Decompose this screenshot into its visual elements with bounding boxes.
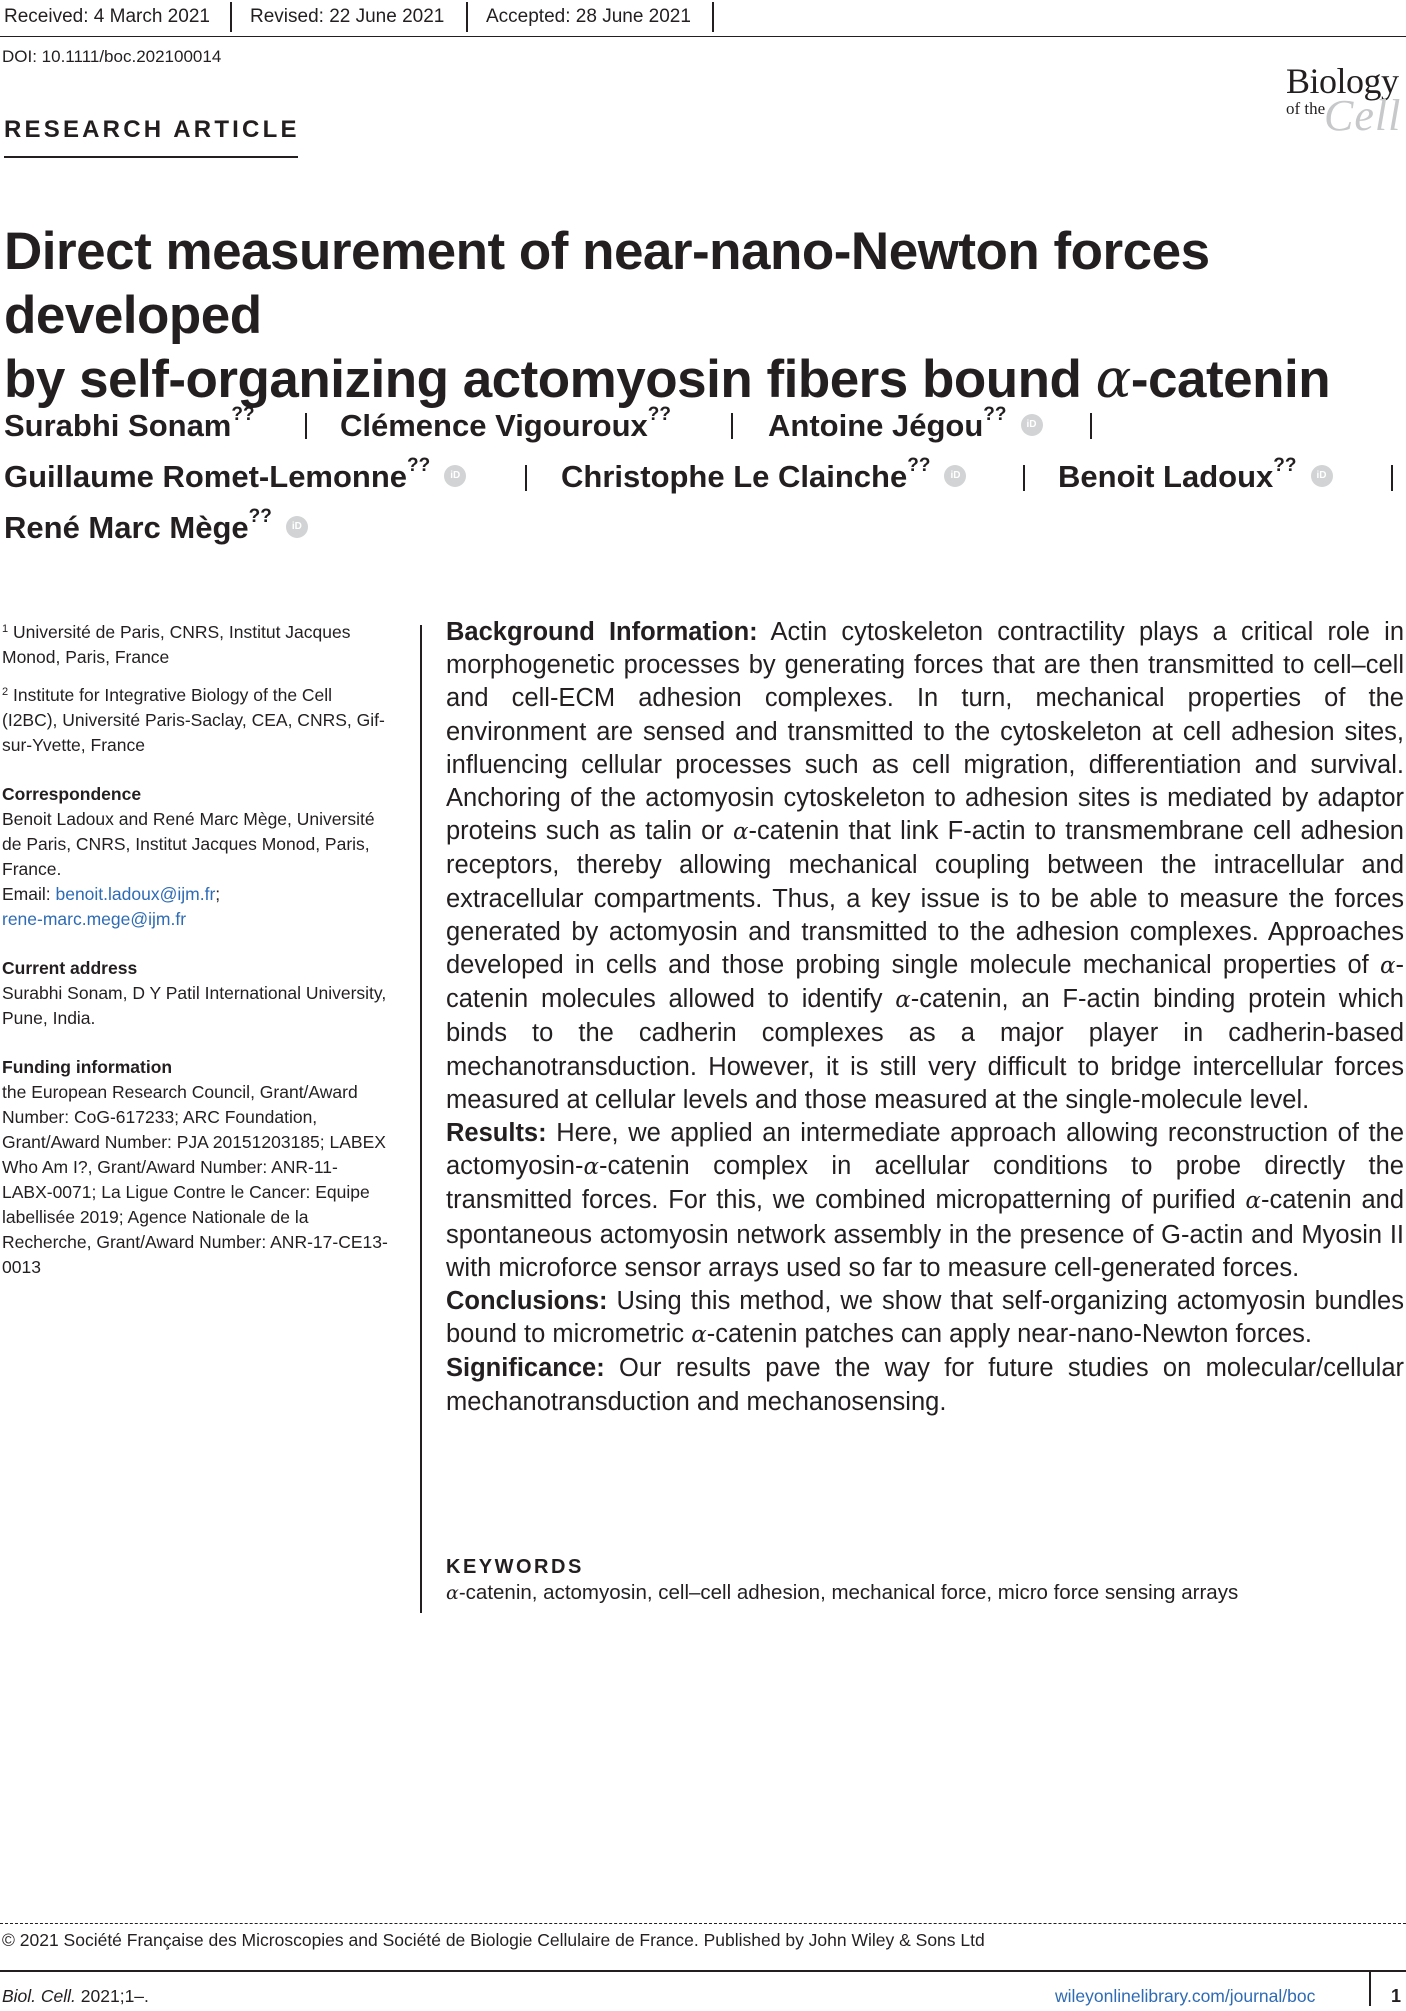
- history-divider: [230, 2, 232, 32]
- article-title: [4, 220, 1404, 412]
- correspondence-section: [2, 782, 388, 932]
- affiliation-text: Institute for Integrative Biology of the Cell (I2BC), Université Paris-Saclay, CEA, CNRS, Gif-sur-Yvette, France: [2, 685, 385, 755]
- keywords-text: -catenin, actomyosin, cell–cell adhesion, mechanical force, micro force sensing arrays: [458, 1581, 1239, 1604]
- background-text: Actin cytoskeleton contractility plays a critical role in morphogenetic processes by generating forces that are then transmitted to cell–cell and cell-ECM adhesion complexes. In turn, mechanical properties of the environment are sensed and transmitted to the cytoskeleton at cell adhesion sites, influencing cellular processes such as cell migration, differentiation and survival. Anchoring of the actomyosin cytoskeleton to adhesion sites is mediated by adaptor proteins such as talin or: [446, 618, 1404, 846]
- author-clemence-vigouroux[interactable]: [340, 404, 672, 444]
- affiliation-number: 1: [2, 623, 9, 635]
- author-name: René Marc Mège: [4, 510, 249, 545]
- journal-website-link[interactable]: wileyonlinelibrary.com/journal/boc: [1055, 1986, 1316, 2006]
- logo-word-cell: Cell: [1324, 91, 1402, 140]
- greek-alpha: α: [1095, 349, 1131, 410]
- background-text: -catenin, an F-actin binding protein which binds to the cadherin complexes as a major player in cadherin-based mechanotransduction. However, it is still very difficult to bridge intercellular forces measured at cellular levels and those measured at the single-molecule level.: [446, 985, 1404, 1114]
- conclusions-text: Using this method, we show that self-organizing actomyosin bundles bound to micrometric: [446, 1287, 1404, 1349]
- author-separator: [525, 465, 527, 491]
- revised-date: Revised: 22 June 2021: [250, 6, 445, 27]
- abstract-significance: [446, 1352, 1404, 1418]
- greek-alpha: α: [732, 819, 749, 846]
- author-rene-marc-mege[interactable]: [4, 506, 308, 546]
- orcid-icon[interactable]: iD: [944, 465, 966, 487]
- received-date: Received: 4 March 2021: [4, 6, 210, 27]
- background-text: -catenin molecules allowed to identify: [446, 951, 1404, 1014]
- title-line-2: [4, 348, 1404, 412]
- author-marker: ??: [231, 404, 255, 425]
- logo-word-of-the: of the: [1286, 99, 1326, 118]
- abstract: [446, 616, 1404, 1419]
- author-name: Benoit Ladoux: [1058, 459, 1274, 494]
- affiliation-1: [2, 620, 388, 670]
- author-surabhi-sonam[interactable]: [4, 404, 255, 444]
- author-separator: [1391, 465, 1393, 491]
- author-marker: ??: [407, 455, 431, 476]
- journal-abbrev: Biol. Cell.: [2, 1986, 76, 2006]
- email-label: Email:: [2, 884, 56, 904]
- author-name: Christophe Le Clainche: [561, 459, 908, 494]
- author-christophe-le-clainche[interactable]: [561, 455, 966, 495]
- current-address-text: Surabhi Sonam, D Y Patil International University, Pune, India.: [2, 983, 387, 1028]
- email-separator: ;: [215, 884, 221, 904]
- greek-alpha: α: [446, 1582, 459, 1604]
- article-type: RESEARCH ARTICLE: [4, 116, 300, 143]
- results-text: -catenin and spontaneous actomyosin network assembly in the presence of G-actin and Myosin II with microforce sensor arrays used so far to measure cell-generated forces.: [446, 1186, 1405, 1282]
- conclusions-text: -catenin patches can apply near-nano-Newton forces.: [706, 1320, 1312, 1349]
- history-divider: [712, 2, 714, 32]
- email-link-ladoux[interactable]: benoit.ladoux@ijm.fr: [55, 884, 216, 904]
- journal-logo: [1268, 60, 1406, 140]
- column-divider: [420, 625, 422, 1613]
- abstract-conclusions: [446, 1285, 1404, 1352]
- title-line-2-suffix: -catenin: [1130, 350, 1331, 409]
- citation-text: 2021;1–.: [75, 1986, 149, 2006]
- funding-heading: Funding information: [2, 1057, 173, 1077]
- correspondence-heading: Correspondence: [2, 784, 142, 804]
- funding-text: the European Research Council, Grant/Award Number: CoG-617233; ARC Foundation, Grant/Award Number: PJA 20151203185; LABEX Who Am I?, Grant/Award Number: ANR-11-LABX-0071; La Ligue Contre le Cancer: Equipe labellisée 2019; Agence Nationale de la Recherche, Grant/Award Number: ANR-17-CE13-0013: [2, 1082, 388, 1277]
- conclusions-label: Conclusions:: [446, 1287, 608, 1316]
- orcid-icon[interactable]: iD: [286, 516, 308, 538]
- current-address-heading: Current address: [2, 958, 138, 978]
- page-number-divider: [1369, 1972, 1371, 2006]
- results-text: Here, we applied an intermediate approach allowing reconstruction of the actomyosin-: [446, 1119, 1404, 1181]
- background-label: Background Information:: [446, 618, 758, 646]
- current-address-section: [2, 956, 388, 1031]
- author-name: Clémence Vigouroux: [340, 408, 648, 443]
- author-benoit-ladoux[interactable]: [1058, 455, 1333, 495]
- affiliation-number: 2: [2, 686, 9, 698]
- greek-alpha: α: [895, 987, 911, 1014]
- keywords-heading: KEYWORDS: [446, 1556, 584, 1578]
- significance-label: Significance:: [446, 1354, 605, 1383]
- author-marker: ??: [248, 506, 272, 527]
- history-divider: [466, 2, 468, 32]
- affiliation-text: Université de Paris, CNRS, Institut Jacques Monod, Paris, France: [2, 622, 351, 667]
- greek-alpha: α: [1245, 1188, 1261, 1215]
- author-name: Surabhi Sonam: [4, 408, 232, 443]
- title-line-1: Direct measurement of near-nano-Newton forces developed: [4, 222, 1210, 345]
- significance-text: Our results pave the way for future studies on molecular/cellular mechanotransduction and mechanosensing.: [446, 1354, 1404, 1416]
- author-marker: ??: [1273, 455, 1297, 476]
- author-antoine-jegou[interactable]: [768, 404, 1043, 444]
- greek-alpha: α: [583, 1154, 600, 1181]
- author-marker: ??: [907, 455, 931, 476]
- article-history-bar: [0, 0, 1406, 37]
- abstract-results: [446, 1117, 1404, 1285]
- abstract-background: [446, 616, 1404, 1117]
- affiliation-2: [2, 683, 388, 758]
- article-info-column: [2, 620, 388, 1304]
- author-separator: [1090, 413, 1092, 439]
- background-text: -catenin that link F-actin to transmembrane cell adhesion receptors, thereby allowing mechanical coupling between the intracellular and extracellular compartments. Thus, a key issue is to be able to measure the forces generated by actomyosin and transmitted to the adhesion complexes. Approaches developed in cells and those probing single molecule mechanical properties of: [446, 817, 1404, 980]
- correspondence-email: [2, 882, 388, 932]
- results-text: -catenin complex in acellular conditions to probe directly the transmitted forces. For this, we combined micropatterning of purified: [446, 1152, 1404, 1215]
- results-label: Results:: [446, 1119, 547, 1148]
- journal-citation: [2, 1986, 149, 2007]
- email-link-mege[interactable]: rene-marc.mege@ijm.fr: [2, 909, 187, 929]
- article-type-underline: [4, 156, 298, 158]
- orcid-icon[interactable]: iD: [444, 465, 466, 487]
- author-name: Guillaume Romet-Lemonne: [4, 459, 408, 494]
- funding-section: [2, 1055, 388, 1280]
- title-line-2-text: by self-organizing actomyosin fibers bound: [4, 350, 1096, 409]
- author-marker: ??: [983, 404, 1007, 425]
- author-name: Antoine Jégou: [768, 408, 984, 443]
- orcid-icon[interactable]: iD: [1021, 414, 1043, 436]
- author-guillaume-romet-lemonne[interactable]: [4, 455, 466, 495]
- footer-rule: [0, 1970, 1406, 1972]
- page-number: 1: [1391, 1986, 1402, 2006]
- author-separator: [305, 413, 307, 439]
- orcid-icon[interactable]: iD: [1311, 465, 1333, 487]
- author-separator: [1023, 465, 1025, 491]
- greek-alpha: α: [1379, 953, 1396, 980]
- author-separator: [731, 413, 733, 439]
- accepted-date: Accepted: 28 June 2021: [486, 6, 691, 27]
- copyright-notice: © 2021 Société Française des Microscopies and Société de Biologie Cellulaire de France. Published by John Wiley & Sons Ltd: [2, 1930, 985, 1950]
- correspondence-text: Benoit Ladoux and René Marc Mège, Université de Paris, CNRS, Institut Jacques Monod, Paris, France.: [2, 809, 375, 879]
- footer-dashed-rule: [0, 1923, 1406, 1924]
- keywords-list: [446, 1581, 1404, 1605]
- logo-word-biology: Biology: [1286, 61, 1399, 101]
- greek-alpha: α: [691, 1322, 707, 1349]
- doi: DOI: 10.1111/boc.202100014: [2, 47, 222, 66]
- author-marker: ??: [647, 404, 672, 425]
